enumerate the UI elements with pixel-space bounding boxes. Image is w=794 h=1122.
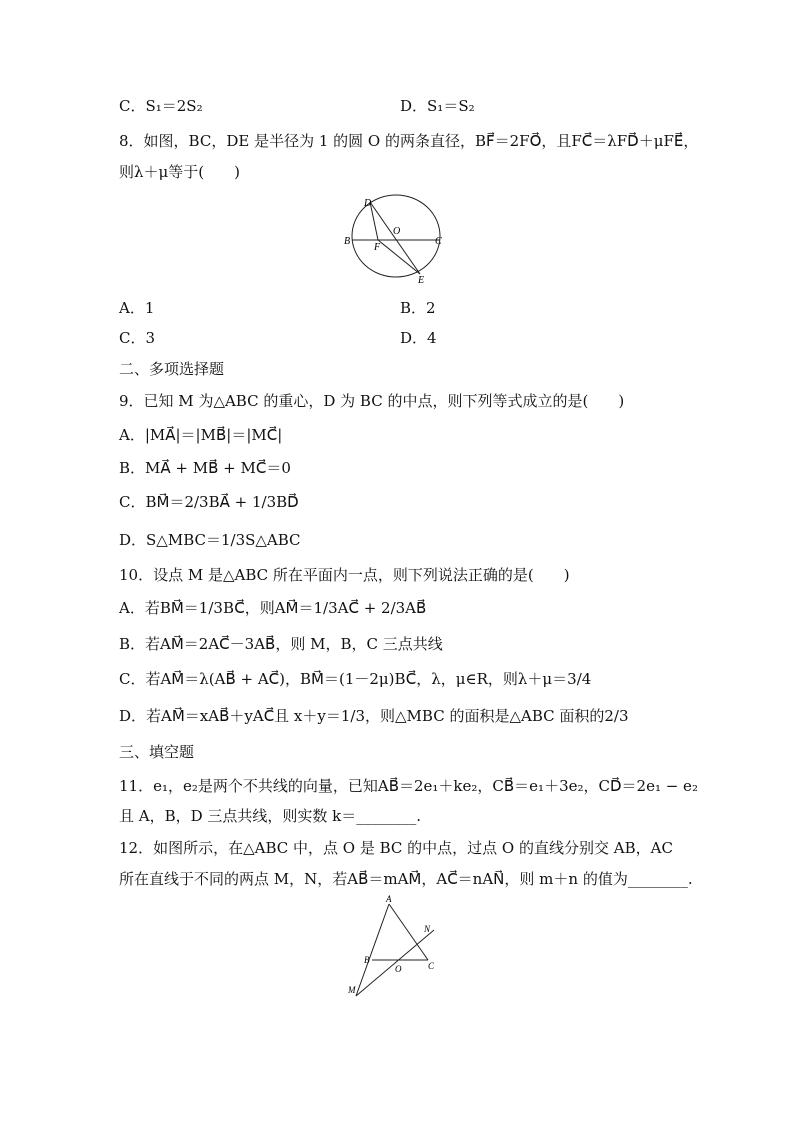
fig-label-e: E [418, 275, 425, 284]
q8-circle-figure [336, 188, 456, 284]
q8-stem: 8．如图，BC，DE 是半径为 1 的圆 O 的两条直径，BF⃗＝2FO⃗，且FC⃗＝λFD⃗＋μFE⃗， [119, 132, 699, 150]
q7-option-c: C．S₁＝2S₂ [119, 97, 203, 115]
section2-title: 二、多项选择题 [119, 360, 225, 378]
q9-option-b: B．MA⃗ + MB⃗ + MC⃗＝0 [119, 459, 291, 477]
q9-option-a: A．|MA⃗|＝|MB⃗|＝|MC⃗| [119, 426, 283, 444]
fig-label-b: B [364, 955, 370, 965]
fig-label-m: M [348, 985, 356, 995]
fig-label-c: C [435, 236, 442, 247]
fig-label-d: D [364, 198, 372, 209]
q12-line2: 所在直线于不同的两点 M，N，若AB⃗＝mAM⃗，AC⃗＝nAN⃗，则 m＋n 的值为________. [119, 870, 693, 888]
fig-label-o: O [393, 226, 401, 237]
q8-option-b: B．2 [400, 299, 436, 317]
q11-line1: 11．e₁，e₂是两个不共线的向量，已知AB⃗＝2e₁＋ke₂，CB⃗＝e₁＋3e₂，CD⃗＝2e₁ − e₂ [119, 777, 698, 795]
q10-option-c: C．若AM⃗＝λ(AB⃗ + AC⃗)，BM⃗＝(1－2μ)BC⃗，λ，μ∈R，则λ＋μ＝3/4 [119, 670, 592, 688]
fig-label-c: C [428, 961, 435, 971]
q8-option-d: D．4 [400, 329, 437, 347]
fig-label-b: B [344, 236, 351, 247]
fig-label-f: F [374, 242, 381, 253]
q8-option-a: A．1 [119, 299, 155, 317]
fig-label-n: N [424, 924, 431, 934]
q10-option-a: A．若BM⃗＝1/3BC⃗，则AM⃗＝1/3AC⃗ + 2/3AB⃗ [119, 599, 427, 617]
q10-stem: 10．设点 M 是△ABC 所在平面内一点，则下列说法正确的是( ) [119, 566, 570, 584]
q10-option-b: B．若AM⃗＝2AC⃗－3AB⃗，则 M，B，C 三点共线 [119, 635, 443, 653]
q10-option-d: D．若AM⃗＝xAB⃗＋yAC⃗且 x＋y＝1/3，则△MBC 的面积是△ABC 面积的2/3 [119, 707, 629, 725]
q9-option-d: D．S△MBC＝1/3S△ABC [119, 531, 301, 549]
q8-option-c: C．3 [119, 329, 156, 347]
q9-stem: 9．已知 M 为△ABC 的重心，D 为 BC 的中点，则下列等式成立的是( ) [119, 392, 625, 410]
fig-label-o: O [395, 964, 402, 974]
fig-label-a: A [386, 894, 392, 904]
q9-option-c: C．BM⃗＝2/3BA⃗ + 1/3BD⃗ [119, 493, 299, 511]
q11-line2: 且 A，B，D 三点共线，则实数 k＝________. [119, 807, 422, 825]
q12-triangle-figure [344, 894, 448, 1006]
q8-stem-cont: 则λ＋μ等于( ) [119, 163, 240, 181]
section3-title: 三、填空题 [119, 743, 195, 761]
q12-line1: 12．如图所示，在△ABC 中，点 O 是 BC 的中点，过点 O 的直线分别交 AB，AC [119, 839, 673, 857]
q7-option-d: D．S₁＝S₂ [400, 97, 475, 115]
